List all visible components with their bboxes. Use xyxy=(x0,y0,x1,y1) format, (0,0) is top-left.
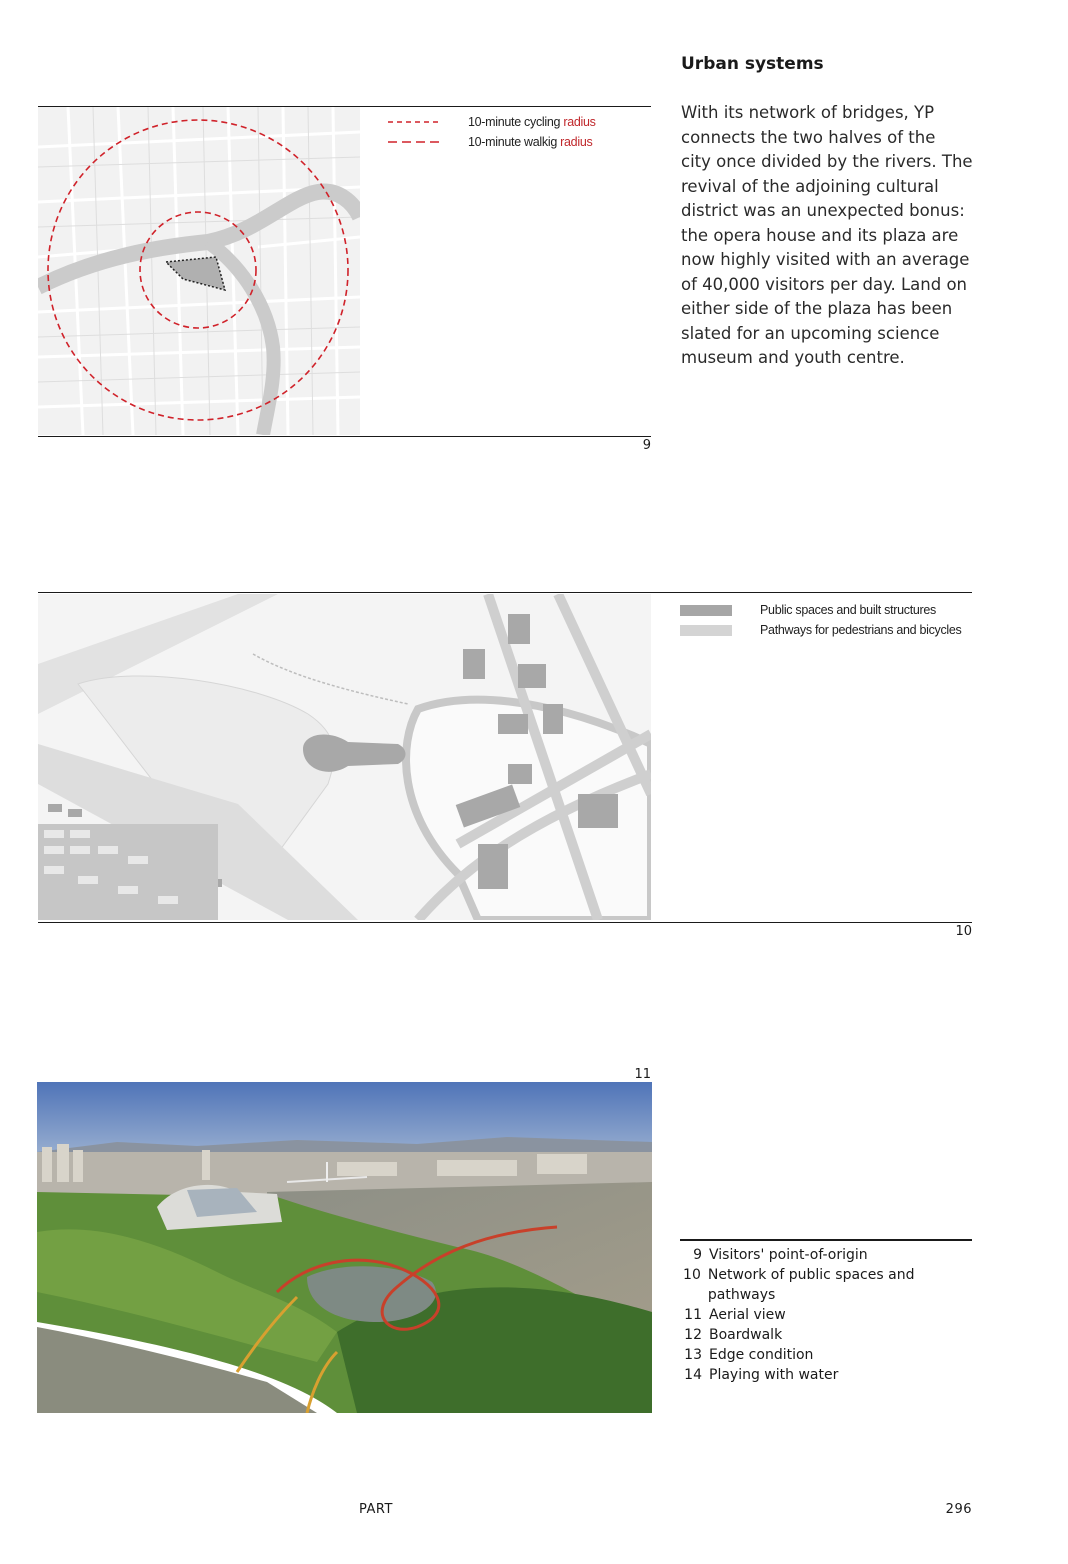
caption-item: 13 Edge condition xyxy=(684,1347,814,1363)
radius-map-graphic xyxy=(38,107,360,435)
dashed-line-long-icon xyxy=(388,140,440,144)
figure-10-map xyxy=(38,594,651,920)
legend-public-spaces-label: Public spaces and built structures xyxy=(760,603,937,617)
figure-9-legend xyxy=(388,112,596,152)
swatch-public-spaces xyxy=(680,605,732,616)
figure-10-top-rule xyxy=(38,592,972,593)
footer-part-label: PART xyxy=(359,1502,393,1517)
figure-10-legend xyxy=(680,600,962,640)
legend-pathways xyxy=(680,620,962,640)
captions-list xyxy=(680,1245,972,1385)
figure-9-map xyxy=(38,107,360,435)
caption-item: 11 Aerial view xyxy=(684,1307,786,1323)
swatch-pathways xyxy=(680,625,732,636)
legend-cycling-radius xyxy=(388,112,596,132)
figure-10-bottom-rule xyxy=(38,922,972,923)
aerial-view-photo xyxy=(37,1082,652,1413)
legend-walking-label: 10-minute walkig radius xyxy=(468,135,593,149)
dashed-line-short-icon xyxy=(388,120,440,124)
section-body: With its network of bridges, YP connects the two halves of the city once divided by the rivers. The revival of the adjoining cultural district was an unexpected bonus: the opera house and its plaza are now highly visited with an average of 40,000 visitors per day. Land on either side of the plaza has been slated for an upcoming science museum and youth centre. xyxy=(681,103,973,367)
legend-pathways-label: Pathways for pedestrians and bicycles xyxy=(760,623,962,637)
figure-11-number: 11 xyxy=(634,1067,651,1082)
legend-walking-radius xyxy=(388,132,596,152)
caption-item: 9 Visitors' point-of-origin xyxy=(693,1247,868,1263)
caption-item: 10 Network of public spaces and pathways xyxy=(683,1267,915,1303)
legend-public-spaces xyxy=(680,600,962,620)
caption-item: 12 Boardwalk xyxy=(684,1327,783,1343)
figure-9-number: 9 xyxy=(642,438,651,453)
page-number: 296 xyxy=(945,1502,972,1517)
section-heading: Urban systems xyxy=(681,54,824,74)
figure-9-bottom-rule xyxy=(38,436,651,437)
captions-rule xyxy=(680,1239,972,1241)
figure-10-number: 10 xyxy=(955,924,972,939)
legend-cycling-label: 10-minute cycling radius xyxy=(468,115,596,129)
caption-item: 14 Playing with water xyxy=(684,1367,839,1383)
aerial-photo-graphic xyxy=(37,1082,652,1413)
network-map-graphic xyxy=(38,594,651,920)
